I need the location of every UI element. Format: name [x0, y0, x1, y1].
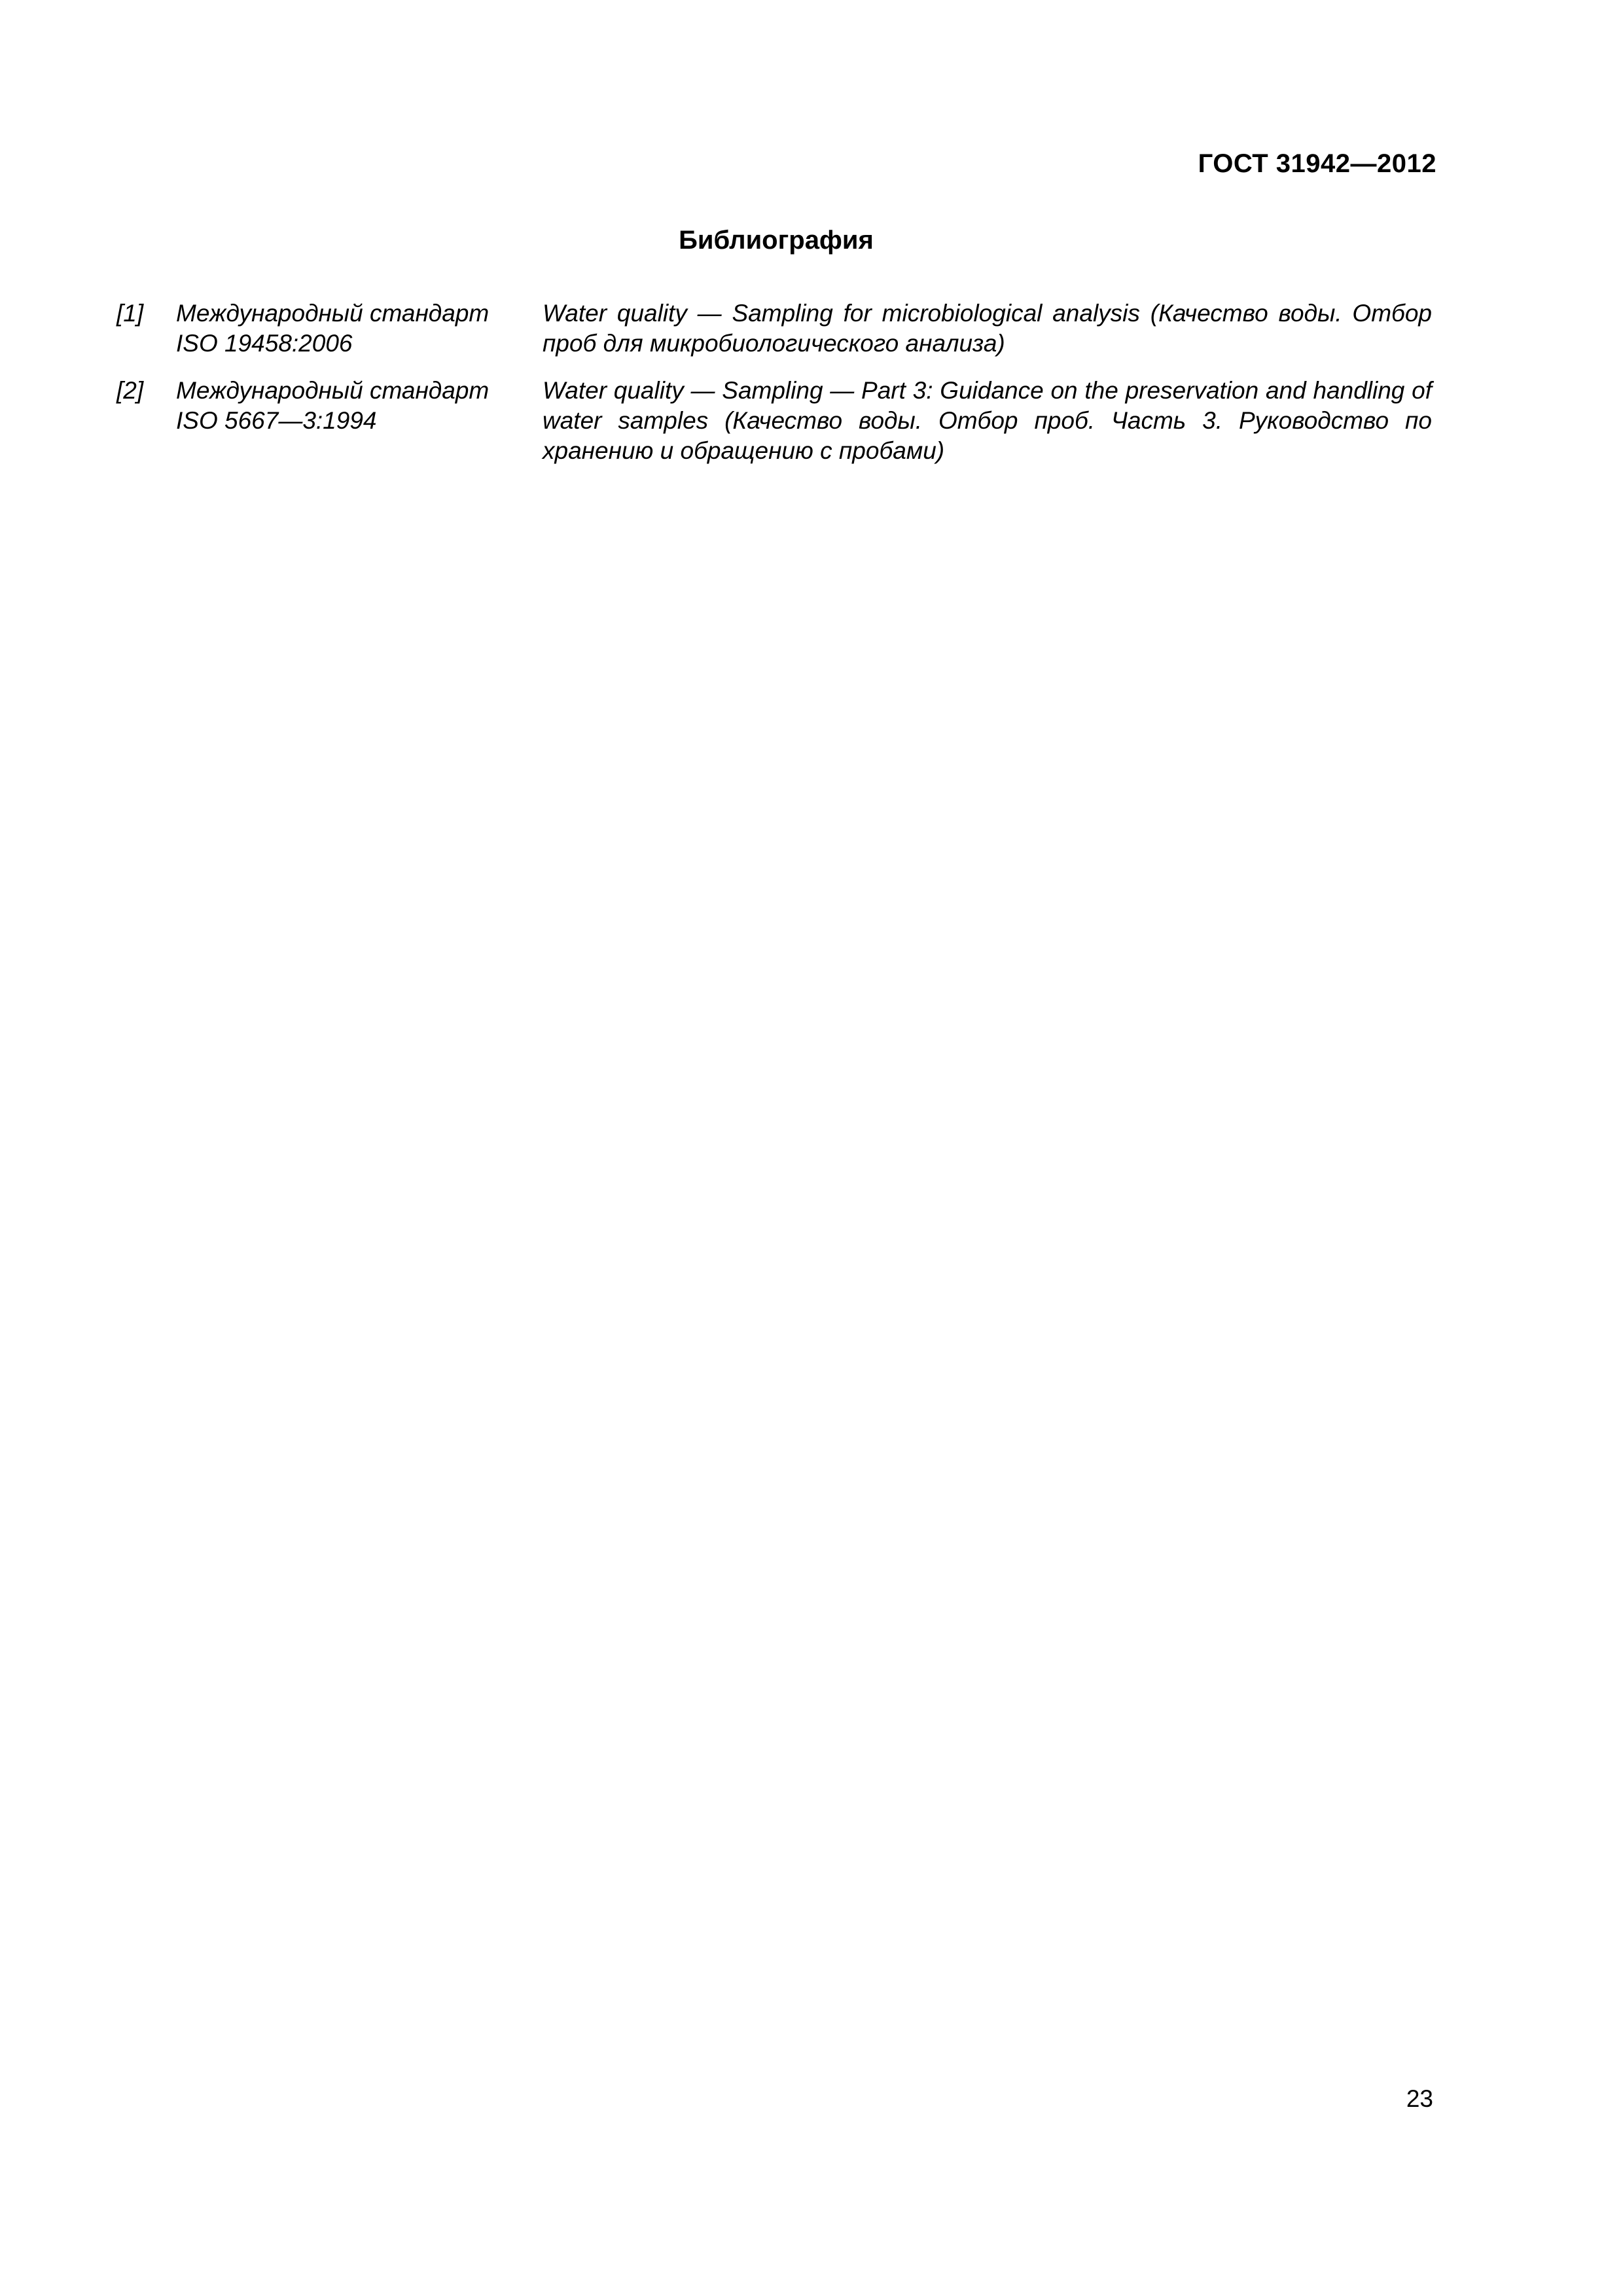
entry-title: Water quality — Sampling for microbiological analysis (Качество воды. Отбор проб для микробиологического анализа) [543, 300, 1432, 357]
entry-standard-id: ISO 5667—3:1994 [176, 407, 377, 434]
document-code: ГОСТ 31942—2012 [1198, 149, 1436, 178]
entry-title: Water quality — Sampling — Part 3: Guidance on the preservation and handling of water samples (Качество воды. Отбор проб. Часть 3. Руководство по хранению и обращению с пробами) [543, 377, 1432, 464]
section-title: Библиография [679, 226, 874, 255]
entry-source-type: Международный стандарт [176, 377, 490, 404]
entry-source [176, 376, 543, 436]
bibliography-list [116, 298, 1432, 483]
entry-number: [2] [116, 377, 144, 404]
entry-source-type: Международный стандарт [176, 300, 490, 327]
entry-standard-id: ISO 19458:2006 [176, 330, 353, 357]
bibliography-entry [116, 376, 1432, 466]
entry-source [176, 298, 543, 359]
bibliography-entry [116, 298, 1432, 359]
page-number: 23 [1406, 2085, 1433, 2112]
entry-number: [1] [116, 300, 144, 327]
